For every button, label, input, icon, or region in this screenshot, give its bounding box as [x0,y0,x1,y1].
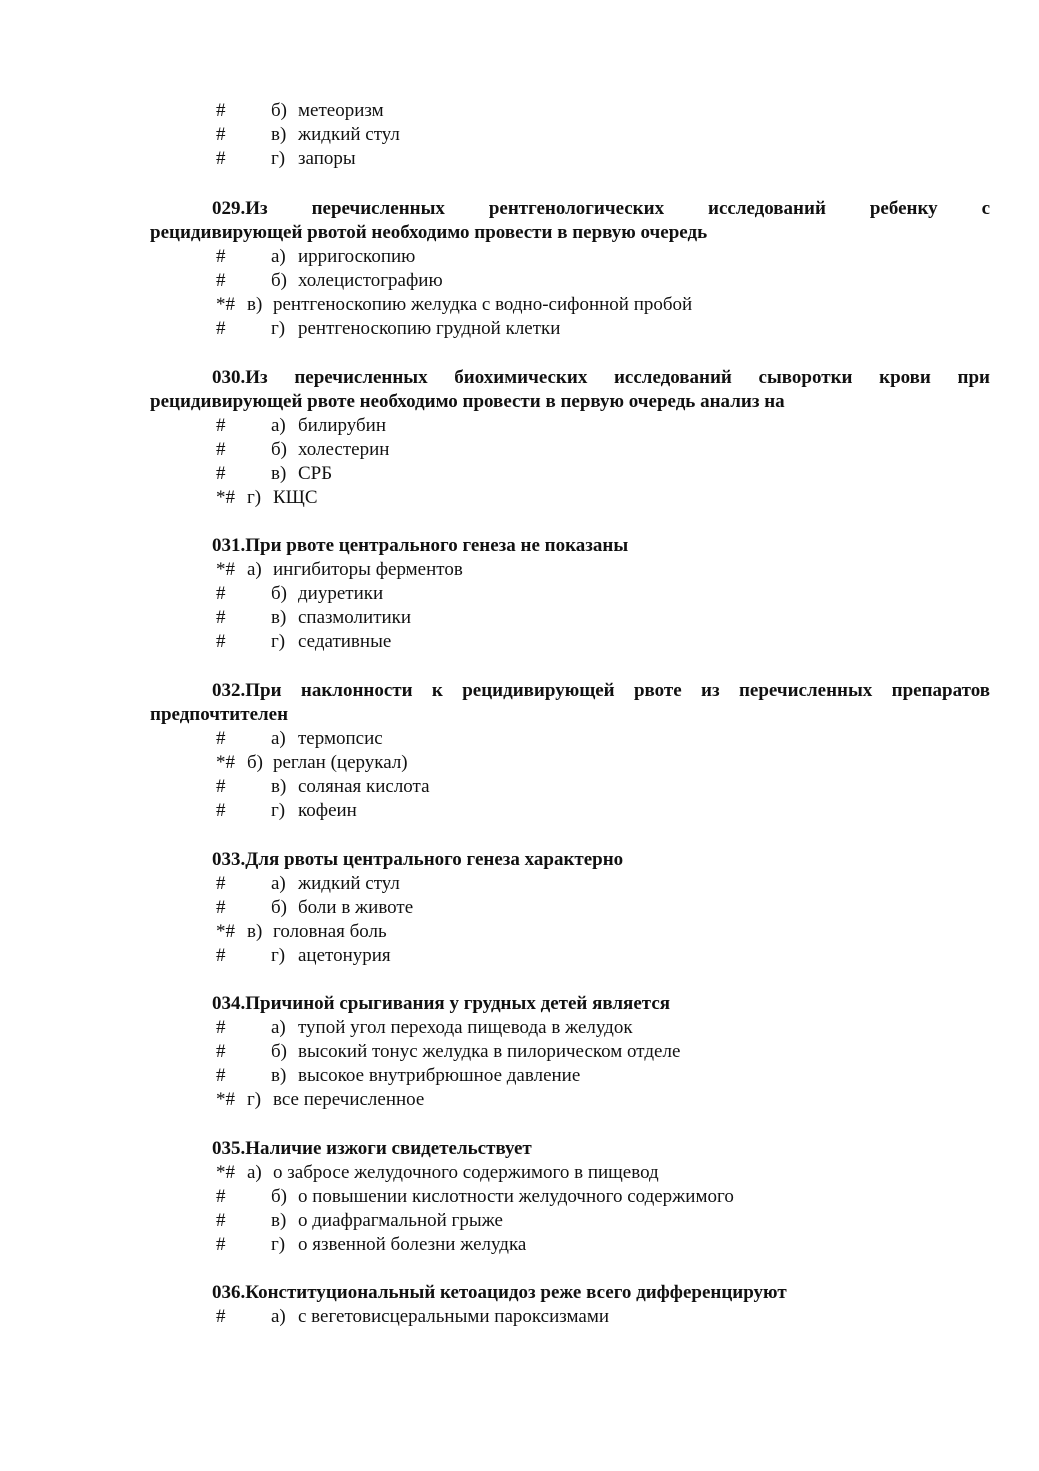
answer-marker: # [216,1234,226,1255]
question-029 [0,197,1039,341]
option-letter: б) [271,897,287,918]
answer-marker: # [216,583,226,604]
option-item [0,1088,1039,1112]
correct-answer-marker: *# [216,752,235,773]
option-text: боли в животе [298,897,414,918]
correct-answer-marker: *# [216,1162,235,1183]
question-text [0,366,1039,414]
option-letter: г) [271,148,286,169]
option-item [0,799,1039,823]
option-text: термопсис [298,728,383,749]
option-text: СРБ [298,463,333,484]
question-033 [0,848,1039,968]
answer-marker: # [216,631,226,652]
answer-marker: # [216,728,226,749]
option-letter: б) [247,752,263,773]
option-text: о диафрагмальной грыже [298,1210,503,1231]
option-letter: в) [271,1210,287,1231]
option-letter: б) [271,439,287,460]
question-line-1: Из перечисленных биохимических исследований сыворотки крови при [245,367,990,388]
option-item [0,872,1039,896]
option-letter: в) [247,921,263,942]
option-text: рентгеноскопию желудка с водно-сифонной пробой [273,294,693,315]
question-035 [0,1137,1039,1257]
option-text: соляная кислота [298,776,430,797]
option-text: высокое внутрибрюшное давление [298,1065,581,1086]
option-item [0,630,1039,654]
option-item [0,1233,1039,1257]
option-text: о повышении кислотности желудочного содержимого [298,1186,734,1207]
option-item [0,582,1039,606]
question-034 [0,992,1039,1112]
question-text [0,1281,1039,1305]
correct-answer-marker: *# [216,1089,235,1110]
option-item [0,147,1039,171]
question-030 [0,366,1039,510]
continued-options [0,99,1039,171]
question-line-2: рецидивирующей рвоте необходимо провести в первую очередь анализ на [150,391,785,412]
option-item [0,99,1039,123]
option-item [0,1209,1039,1233]
option-text: жидкий стул [298,873,400,894]
answer-marker: # [216,873,226,894]
option-letter: в) [271,463,287,484]
option-text: о забросе желудочного содержимого в пищевод [273,1162,659,1183]
option-text: холецистографию [298,270,443,291]
option-item [0,896,1039,920]
option-item [0,920,1039,944]
option-item [0,1064,1039,1088]
option-text: ирригоскопию [298,246,416,267]
answer-marker: # [216,607,226,628]
question-line-1: Из перечисленных рентгенологических исследований ребенку с [245,198,990,219]
option-text: рентгеноскопию грудной клетки [298,318,561,339]
question-number: 035. [212,1138,246,1159]
answer-marker: # [216,100,226,121]
option-text: тупой угол перехода пищевода в желудок [298,1017,633,1038]
correct-answer-marker: *# [216,559,235,580]
option-item [0,1161,1039,1185]
question-text [0,848,1039,872]
question-text [0,992,1039,1016]
question-text [0,197,1039,245]
option-item [0,123,1039,147]
option-text: билирубин [298,415,386,436]
question-031 [0,534,1039,654]
option-letter: г) [271,631,286,652]
answer-marker: # [216,776,226,797]
option-letter: а) [271,415,286,436]
correct-answer-marker: *# [216,294,235,315]
question-032 [0,679,1039,823]
option-item [0,414,1039,438]
option-text: диуретики [298,583,384,604]
option-item [0,486,1039,510]
option-text: ацетонурия [298,945,391,966]
question-number: 036. [212,1282,246,1303]
answer-marker: # [216,318,226,339]
option-item [0,1185,1039,1209]
option-text: реглан (церукал) [273,752,408,773]
answer-marker: # [216,1065,226,1086]
option-letter: а) [247,1162,262,1183]
option-letter: г) [271,800,286,821]
option-letter: в) [271,607,287,628]
option-letter: в) [271,776,287,797]
question-text [0,1137,1039,1161]
answer-marker: # [216,1041,226,1062]
answer-marker: # [216,148,226,169]
answer-marker: # [216,415,226,436]
option-text: высокий тонус желудка в пилорическом отделе [298,1041,681,1062]
question-number: 034. [212,993,246,1014]
question-line-1: Для рвоты центрального генеза характерно [245,849,624,870]
answer-marker: # [216,1186,226,1207]
option-letter: б) [271,100,287,121]
option-item [0,269,1039,293]
question-number: 030. [212,367,246,388]
question-line-2: рецидивирующей рвотой необходимо провести в первую очередь [150,222,708,243]
option-item [0,558,1039,582]
option-item [0,751,1039,775]
option-letter: г) [271,318,286,339]
correct-answer-marker: *# [216,487,235,508]
answer-marker: # [216,1210,226,1231]
option-letter: а) [271,873,286,894]
option-item [0,293,1039,317]
question-line-1: Причиной срыгивания у грудных детей является [245,993,671,1014]
answer-marker: # [216,897,226,918]
option-text: холестерин [298,439,390,460]
option-letter: г) [271,1234,286,1255]
option-text: запоры [298,148,356,169]
option-letter: а) [271,1306,286,1327]
option-text: спазмолитики [298,607,412,628]
option-letter: а) [271,1017,286,1038]
option-letter: в) [271,1065,287,1086]
option-item [0,1040,1039,1064]
question-line-1: При наклонности к рецидивирующей рвоте из перечисленных препаратов [245,680,990,701]
answer-marker: # [216,945,226,966]
option-item [0,317,1039,341]
answer-marker: # [216,270,226,291]
option-text: метеоризм [298,100,384,121]
option-letter: г) [247,487,262,508]
option-item [0,1016,1039,1040]
answer-marker: # [216,1017,226,1038]
option-text: кофеин [298,800,357,821]
question-text [0,534,1039,558]
option-text: все перечисленное [273,1089,425,1110]
option-letter: г) [271,945,286,966]
option-letter: б) [271,1186,287,1207]
option-item [0,775,1039,799]
question-line-1: При рвоте центрального генеза не показаны [245,535,629,556]
answer-marker: # [216,463,226,484]
option-text: о язвенной болезни желудка [298,1234,527,1255]
option-letter: г) [247,1089,262,1110]
option-item [0,606,1039,630]
answer-marker: # [216,246,226,267]
answer-marker: # [216,800,226,821]
question-line-2: предпочтителен [150,704,289,725]
option-item [0,462,1039,486]
answer-marker: # [216,439,226,460]
option-letter: б) [271,270,287,291]
option-item [0,245,1039,269]
question-line-1: Наличие изжоги свидетельствует [245,1138,532,1159]
answer-marker: # [216,1306,226,1327]
correct-answer-marker: *# [216,921,235,942]
question-text [0,679,1039,727]
option-item [0,1305,1039,1329]
option-text: седативные [298,631,392,652]
option-text: головная боль [273,921,387,942]
option-letter: а) [271,728,286,749]
answer-marker: # [216,124,226,145]
option-letter: а) [271,246,286,267]
option-letter: в) [247,294,263,315]
question-number: 031. [212,535,246,556]
question-line-1: Конституциональный кетоацидоз реже всего дифференцируют [245,1282,787,1303]
question-number: 033. [212,849,246,870]
question-036 [0,1281,1039,1329]
option-text: с вегетовисцеральными пароксизмами [298,1306,610,1327]
option-letter: в) [271,124,287,145]
option-text: КЩС [273,487,318,508]
option-text: ингибиторы ферментов [273,559,463,580]
option-item [0,438,1039,462]
option-item [0,944,1039,968]
option-letter: б) [271,583,287,604]
option-text: жидкий стул [298,124,400,145]
option-letter: а) [247,559,262,580]
option-letter: б) [271,1041,287,1062]
question-number: 029. [212,198,246,219]
question-number: 032. [212,680,246,701]
option-item [0,727,1039,751]
